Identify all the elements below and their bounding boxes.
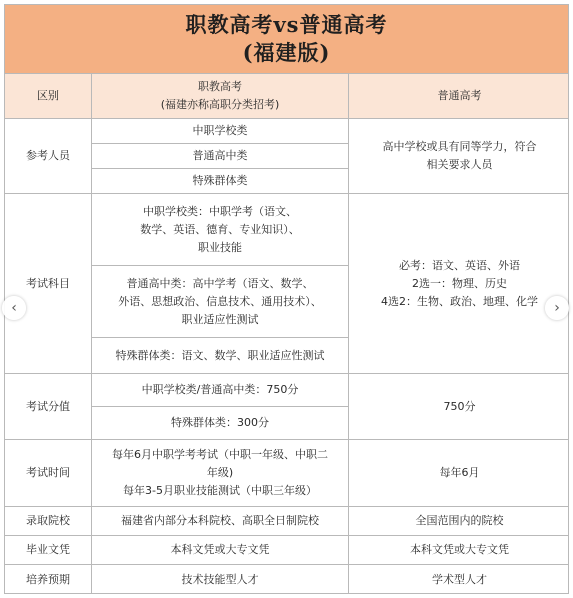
row-label-diploma: 毕业文凭 (5, 536, 92, 565)
score-vocational-2: 特殊群体类：300分 (92, 407, 349, 440)
header-vocational-title: 职教高考 (198, 80, 242, 93)
time-general: 每年6月 (349, 440, 569, 507)
participants-vocational-3: 特殊群体类 (92, 169, 349, 194)
row-label-subjects: 考试科目 (5, 194, 92, 374)
header-general (349, 74, 569, 119)
schools-vocational: 福建省内部分本科院校、高职全日制院校 (92, 507, 349, 536)
next-arrow-icon[interactable]: › (545, 296, 569, 320)
participants-vocational-2: 普通高中类 (92, 144, 349, 169)
subjects-vocational-3: 特殊群体类：语文、数学、职业适应性测试 (92, 338, 349, 374)
header-vocational-note: (福建亦称高职分类招考) (160, 98, 280, 111)
subjects-vocational-2: 普通高中类：高中学考（语文、数学、 外语、思想政治、信息技术、通用技术）、 职业适应性测试 (92, 266, 349, 338)
title-main: 职教高考vs普通高考 (185, 12, 388, 37)
row-label-participants: 参考人员 (5, 119, 92, 194)
participants-vocational-1: 中职学校类 (92, 119, 349, 144)
subjects-general: 必考：语文、英语、外语 2选一：物理、历史 4选2：生物、政治、地理、化学 (349, 194, 569, 374)
header-vocational (92, 74, 349, 119)
diploma-vocational: 本科文凭或大专文凭 (92, 536, 349, 565)
subjects-vocational-1: 中职学校类：中职学考（语文、 数学、英语、德育、专业知识）、 职业技能 (92, 194, 349, 266)
diploma-general: 本科文凭或大专文凭 (349, 536, 569, 565)
row-label-time: 考试时间 (5, 440, 92, 507)
header-category-text: 区别 (37, 89, 59, 102)
schools-general: 全国范围内的院校 (349, 507, 569, 536)
outcome-vocational: 技术技能型人才 (92, 565, 349, 594)
score-vocational-1: 中职学校类/普通高中类：750分 (92, 374, 349, 407)
participants-general: 高中学校或具有同等学力，符合 相关要求人员 (349, 119, 569, 194)
comparison-table (4, 4, 569, 594)
time-vocational: 每年6月中职学考考试（中职一年级、中职二 年级) 每年3-5月职业技能测试（中职三年级） (92, 440, 349, 507)
row-label-outcome: 培养预期 (5, 565, 92, 594)
score-general: 750分 (349, 374, 569, 440)
row-label-score: 考试分值 (5, 374, 92, 440)
title-banner (5, 5, 568, 74)
title-subtitle: (福建版) (242, 40, 331, 65)
outcome-general: 学术型人才 (432, 573, 487, 586)
prev-arrow-icon[interactable]: ‹ (2, 296, 26, 320)
header-category (5, 74, 92, 119)
row-label-schools: 录取院校 (5, 507, 92, 536)
header-general-text: 普通高考 (437, 89, 482, 102)
